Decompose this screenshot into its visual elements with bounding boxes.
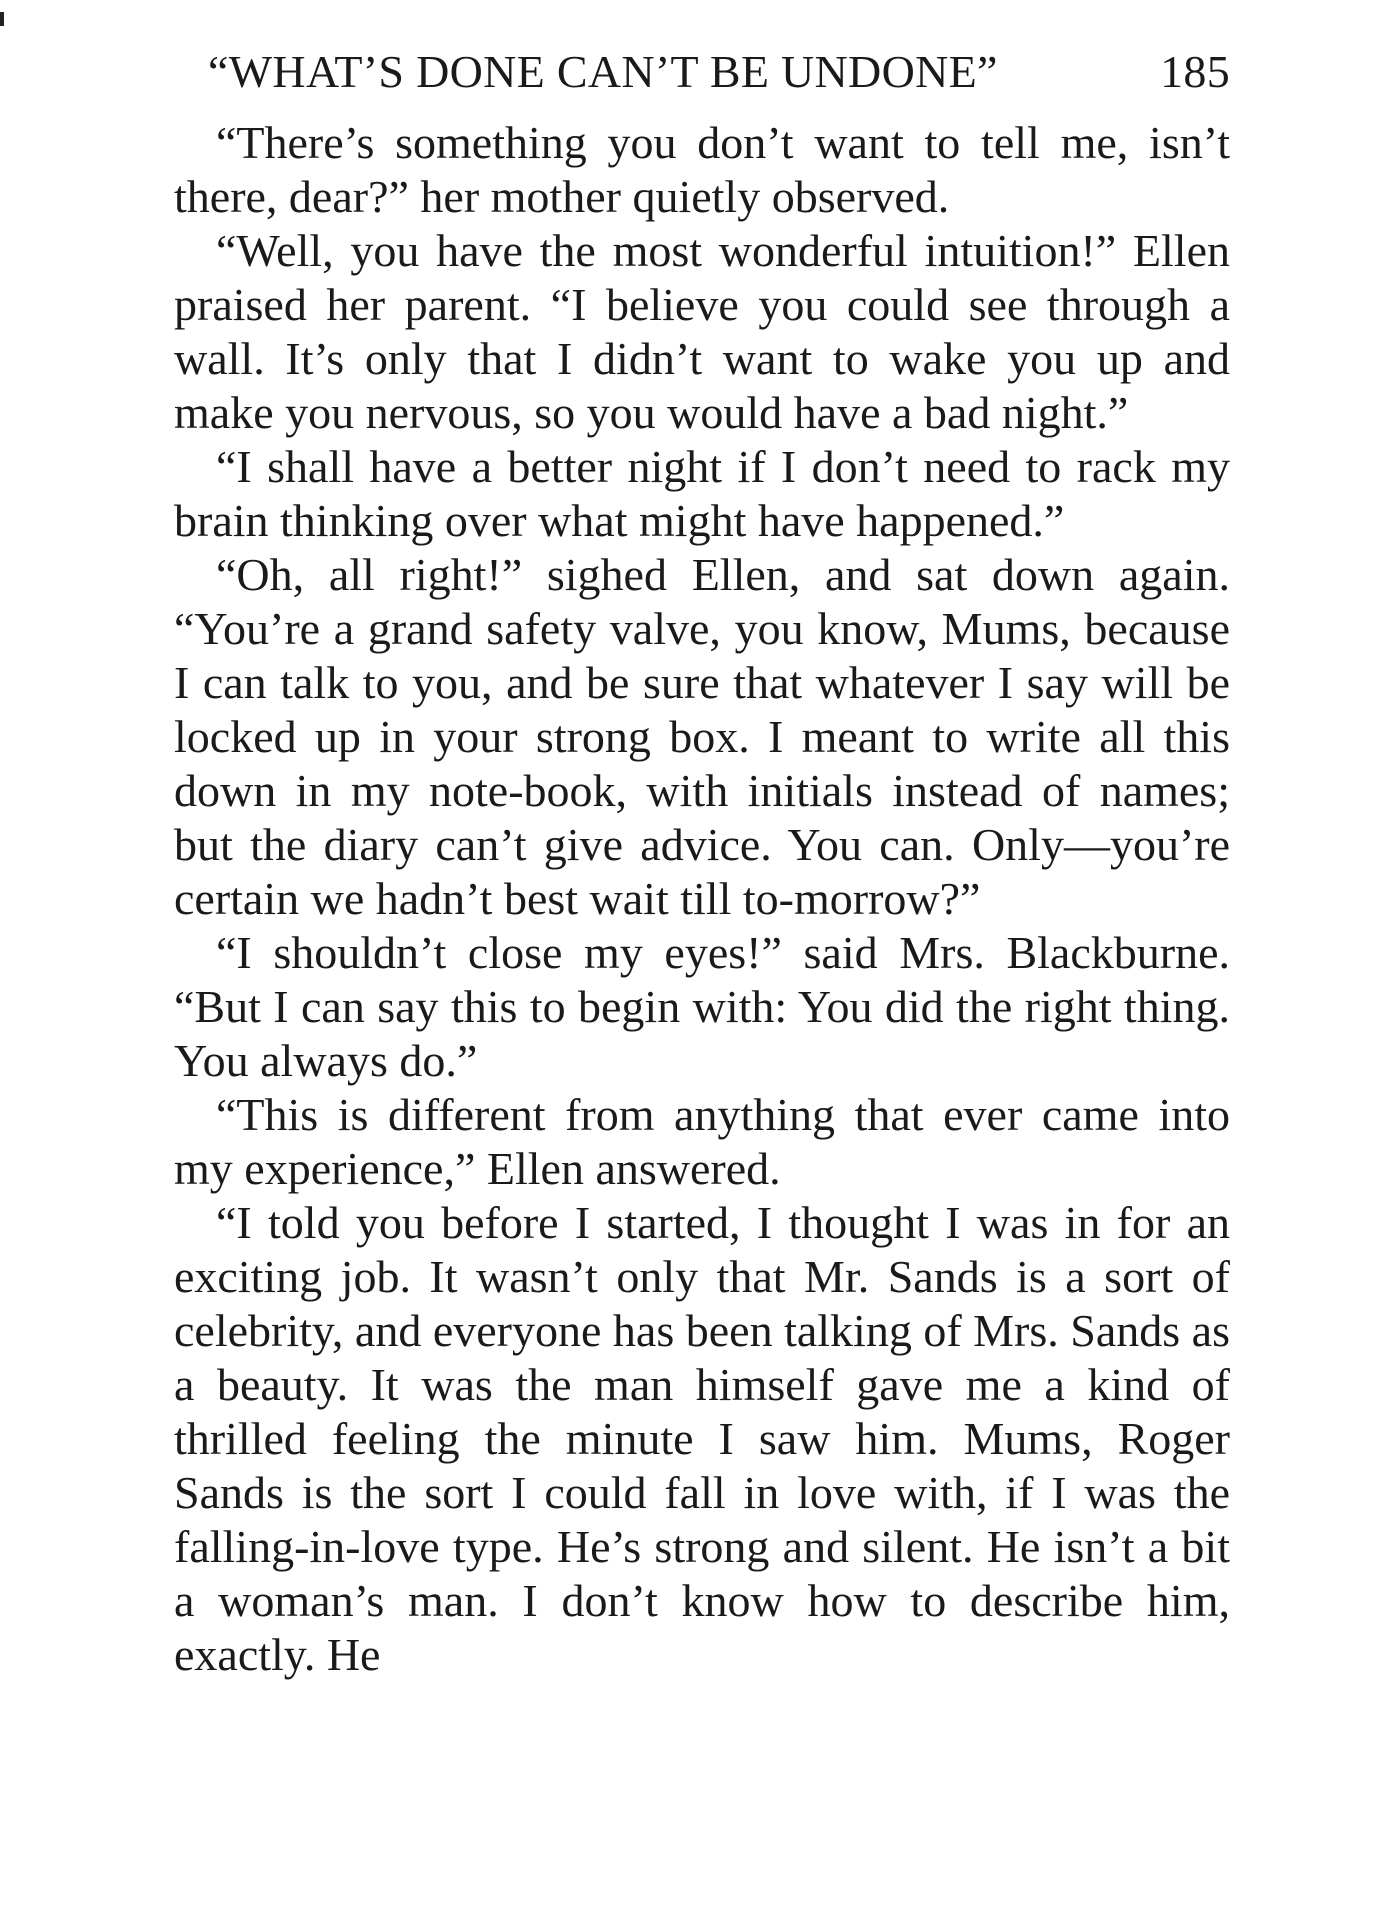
paragraph: “I shall have a better night if I don’t need to rack my brain thinking over what might have happened.” (174, 441, 1230, 546)
scan-mark (0, 12, 4, 26)
running-header (174, 42, 1230, 102)
body-text (174, 116, 1230, 1682)
paragraph: “I shouldn’t close my eyes!” said Mrs. Blackburne. “But I can say this to begin with: You did the right thing. You always do.” (174, 927, 1230, 1086)
paragraph: “This is different from anything that ever came into my experience,” Ellen answered. (174, 1089, 1230, 1194)
paragraph: “Well, you have the most wonderful intuition!” Ellen praised her parent. “I believe you could see through a wall. It’s only that I didn’t want to wake you up and make you nervous, so you would have a bad night.” (174, 225, 1230, 438)
running-title: “WHAT’S DONE CAN’T BE UNDONE” (208, 46, 998, 97)
paragraph: “I told you before I started, I thought I was in for an exciting job. It wasn’t only that Mr. Sands is a sort of celebrity, and everyone has been talking of Mrs. Sands as a beauty. It was the man himself gave me a kind of thrilled feeling the minute I saw him. Mums, Roger Sands is the sort I could fall in love with, if I was the falling-in-love type. He’s strong and silent. He isn’t a bit a woman’s man. I don’t know how to describe him, exactly. He (174, 1197, 1230, 1680)
page-number: 185 (1160, 46, 1230, 97)
paragraph: “Oh, all right!” sighed Ellen, and sat down again. “You’re a grand safety valve, you know, Mums, because I can talk to you, and be sure that whatever I say will be locked up in your strong box. I meant to write all this down in my note-book, with initials instead of names; but the diary can’t give advice. You can. Only—you’re certain we hadn’t best wait till to-morrow?” (174, 549, 1230, 924)
paragraph: “There’s something you don’t want to tell me, isn’t there, dear?” her mother quietly observed. (174, 117, 1230, 222)
